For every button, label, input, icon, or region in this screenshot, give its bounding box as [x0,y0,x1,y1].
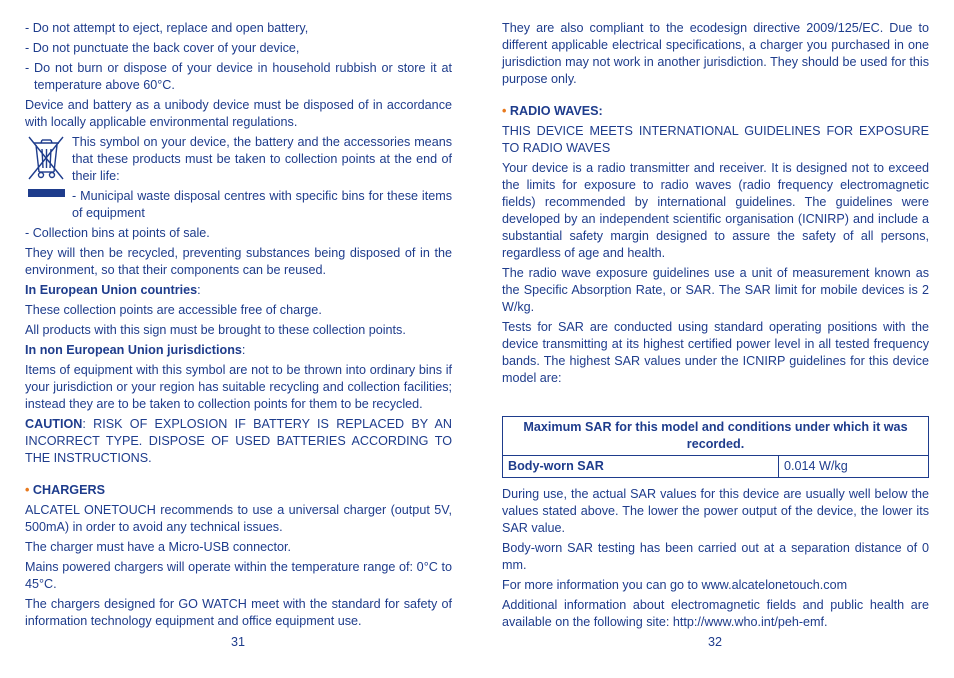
eu-all-paragraph: All products with this sign must be brought to these collection points. [25,323,406,337]
radio-paragraph-2: The radio wave exposure guidelines use a unit of measurement known as the Specific Absorption Rate, or SAR. The SAR limit for mobile devices is 2 W/kg. [502,266,929,314]
municipal-paragraph: - Municipal waste disposal centres with specific bins for these items of equipment [72,189,452,220]
caution-label: CAUTION [25,417,83,431]
weee-symbol-block [25,134,452,222]
chargers-bullet: • [25,483,30,497]
radio-paragraph-1: Your device is a radio transmitter and receiver. It is designed not to exceed the limits for exposure to radio waves (radio frequency electromagnetic fields) recommended by international guidelines. The guidelines were developed by an independent scientific organisation (ICNIRP) and include a substantial safety margin designed to assure the safety of all persons, regardless of age and health. [502,161,929,260]
chargers-paragraph-2: The charger must have a Micro-USB connector. [25,540,291,554]
non-eu-paragraph: Items of equipment with this symbol are not to be thrown into ordinary bins if your jurisdiction or your region has suitable recycling and collection facilities; instead they are to be taken to collection points for them to be recycled. [25,363,452,411]
page-number-right: 32 [708,635,723,649]
radio-paragraph-3: Tests for SAR are conducted using standard operating positions with the device transmitting at its highest certified power level in all tested frequency bands. The highest SAR values under the ICNIRP guidelines for this device model are: [502,320,929,385]
ecodesign-paragraph: They are also compliant to the ecodesign directive 2009/125/EC. Due to different applicable electrical specifications, a charger you purchased in one jurisdiction may not work in another jurisdiction. They should be used for this purpose only. [502,21,929,86]
table-row [503,456,929,478]
non-eu-heading-colon: : [241,343,246,357]
list-item: - Do not attempt to eject, replace and open battery, [25,21,309,35]
unibody-paragraph: Device and battery as a unibody device must be disposed of in accordance with locally applicable environmental regulations. [25,98,452,129]
eu-heading-colon: : [197,283,201,297]
non-eu-heading [25,342,452,359]
sar-row-value: 0.014 W/kg [779,456,929,478]
right-page [502,20,929,634]
list-item: - Do not burn or dispose of your device in household rubbish or store it at temperature above 60°C. [25,61,452,92]
chargers-paragraph-3: Mains powered chargers will operate within the temperature range of: 0°C to 45°C. [25,560,452,591]
eu-heading [25,282,452,299]
radio-bullet: • [502,104,507,118]
non-eu-heading-label: In non European Union jurisdictions [25,343,242,357]
eu-free-paragraph: These collection points are accessible free of charge. [25,303,322,317]
sar-row-label: Body-worn SAR [503,456,779,478]
body-worn-paragraph: Body-worn SAR testing has been carried out at a separation distance of 0 mm. [502,541,929,572]
weee-bar-icon [28,189,65,197]
symbol-paragraph: This symbol on your device, the battery and the accessories means that these products must be taken to collection points at the end of their life: [72,135,452,183]
radio-heading [502,103,929,120]
chargers-heading-label: CHARGERS [32,483,105,497]
eu-heading-label: In European Union countries [25,283,198,297]
chargers-heading [25,482,452,499]
collection-bins-paragraph: - Collection bins at points of sale. [25,226,210,240]
chargers-paragraph-1: ALCATEL ONETOUCH recommends to use a universal charger (output 5V, 500mA) in order to avoid any technical issues. [25,503,452,534]
radio-caps-paragraph: THIS DEVICE MEETS INTERNATIONAL GUIDELINES FOR EXPOSURE TO RADIO WAVES [502,124,929,155]
list-item: - Do not punctuate the back cover of your device, [25,41,300,55]
more-info-paragraph: For more information you can go to www.alcatelonetouch.com [502,578,848,592]
table-row [503,417,929,456]
left-page [25,20,452,633]
chargers-paragraph-4: The chargers designed for GO WATCH meet with the standard for safety of information technology equipment and office equipment use. [25,597,452,628]
battery-warnings-list [25,20,452,94]
recycled-paragraph: They will then be recycled, preventing substances being disposed of in the environment, so that their components can be reused. [25,246,452,277]
sar-table-header: Maximum SAR for this model and conditions under which it was recorded. [503,417,929,456]
during-use-paragraph: During use, the actual SAR values for this device are usually well below the values stated above. The lower the power output of the device, the lower its SAR value. [502,487,929,535]
page-number-left: 31 [231,635,246,649]
crossed-out-wheelie-bin-icon [25,134,67,182]
sar-table [502,416,929,478]
additional-paragraph: Additional information about electromagnetic fields and public health are available on the following site: http://www.who.int/peh-emf. [502,598,929,629]
radio-heading-label: RADIO WAVES: [509,104,603,118]
caution-paragraph [25,416,452,467]
caution-text: : RISK OF EXPLOSION IF BATTERY IS REPLACED BY AN INCORRECT TYPE. DISPOSE OF USED BATTERIES ACCORDING TO THE INSTRUCTIONS. [25,417,452,465]
